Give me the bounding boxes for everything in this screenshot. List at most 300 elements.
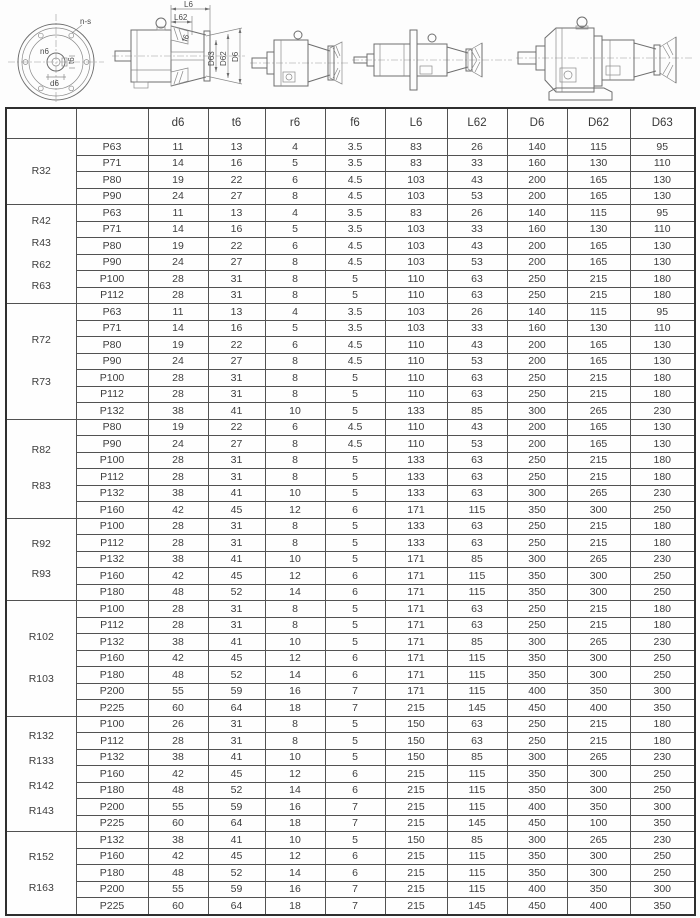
value-cell: 180 — [630, 601, 695, 618]
value-cell: 300 — [567, 865, 630, 882]
value-cell: 55 — [148, 799, 208, 816]
value-cell: 250 — [630, 865, 695, 882]
value-cell: 41 — [208, 551, 265, 568]
value-cell: 230 — [630, 832, 695, 849]
group-label: R103 — [28, 672, 54, 685]
table-row — [6, 716, 695, 733]
value-cell: 19 — [148, 238, 208, 255]
value-cell: 200 — [507, 353, 567, 370]
value-cell: 22 — [208, 419, 265, 436]
value-cell: 215 — [567, 716, 630, 733]
value-cell: 300 — [567, 568, 630, 585]
model-cell: P112 — [76, 469, 148, 486]
value-cell: 115 — [447, 865, 507, 882]
value-cell: 115 — [447, 584, 507, 601]
model-cell: P132 — [76, 551, 148, 568]
value-cell: 31 — [208, 386, 265, 403]
group-label-cell — [6, 518, 76, 601]
value-cell: 140 — [507, 304, 567, 321]
model-cell: P90 — [76, 436, 148, 453]
value-cell: 31 — [208, 287, 265, 304]
value-cell: 103 — [385, 254, 447, 271]
value-cell: 6 — [325, 782, 385, 799]
model-cell: P132 — [76, 749, 148, 766]
value-cell: 6 — [325, 650, 385, 667]
table-row — [6, 584, 695, 601]
value-cell: 53 — [447, 188, 507, 205]
value-cell: 350 — [507, 584, 567, 601]
column-header: D6 — [507, 108, 567, 139]
value-cell: 215 — [385, 799, 447, 816]
value-cell: 5 — [325, 452, 385, 469]
column-header: D63 — [630, 108, 695, 139]
value-cell: 12 — [265, 650, 325, 667]
value-cell: 41 — [208, 749, 265, 766]
model-cell: P90 — [76, 188, 148, 205]
model-cell: P112 — [76, 287, 148, 304]
value-cell: 10 — [265, 832, 325, 849]
group-label-cell — [6, 601, 76, 717]
value-cell: 10 — [265, 634, 325, 651]
value-cell: 103 — [385, 172, 447, 189]
value-cell: 28 — [148, 601, 208, 618]
value-cell: 13 — [208, 304, 265, 321]
value-cell: 45 — [208, 502, 265, 519]
value-cell: 5 — [325, 716, 385, 733]
table-row — [6, 535, 695, 552]
value-cell: 83 — [385, 155, 447, 172]
value-cell: 115 — [447, 881, 507, 898]
value-cell: 63 — [447, 469, 507, 486]
value-cell: 300 — [507, 485, 567, 502]
model-cell: P100 — [76, 370, 148, 387]
value-cell: 145 — [447, 815, 507, 832]
value-cell: 95 — [630, 139, 695, 156]
value-cell: 5 — [325, 518, 385, 535]
value-cell: 110 — [385, 337, 447, 354]
group-label: R82 — [31, 444, 51, 457]
drawing-front-flange-view — [2, 12, 110, 104]
value-cell: 27 — [208, 436, 265, 453]
value-cell: 130 — [567, 155, 630, 172]
value-cell: 350 — [630, 700, 695, 717]
value-cell: 19 — [148, 172, 208, 189]
value-cell: 150 — [385, 749, 447, 766]
value-cell: 38 — [148, 749, 208, 766]
model-cell: P132 — [76, 403, 148, 420]
value-cell: 400 — [507, 683, 567, 700]
value-cell: 103 — [385, 238, 447, 255]
value-cell: 115 — [447, 766, 507, 783]
value-cell: 13 — [208, 139, 265, 156]
value-cell: 48 — [148, 782, 208, 799]
value-cell: 52 — [208, 865, 265, 882]
group-label: R43 — [31, 236, 51, 249]
value-cell: 350 — [630, 815, 695, 832]
value-cell: 5 — [325, 370, 385, 387]
value-cell: 130 — [630, 172, 695, 189]
value-cell: 6 — [265, 172, 325, 189]
value-cell: 180 — [630, 518, 695, 535]
value-cell: 8 — [265, 733, 325, 750]
value-cell: 250 — [630, 568, 695, 585]
value-cell: 60 — [148, 815, 208, 832]
value-cell: 160 — [507, 155, 567, 172]
model-cell: P100 — [76, 716, 148, 733]
value-cell: 8 — [265, 370, 325, 387]
value-cell: 130 — [630, 238, 695, 255]
value-cell: 48 — [148, 584, 208, 601]
value-cell: 215 — [385, 700, 447, 717]
model-cell: P71 — [76, 320, 148, 337]
value-cell: 115 — [447, 667, 507, 684]
value-cell: 215 — [567, 535, 630, 552]
value-cell: 5 — [325, 634, 385, 651]
table-row — [6, 518, 695, 535]
value-cell: 250 — [630, 650, 695, 667]
model-cell: P225 — [76, 700, 148, 717]
dimension-table — [5, 107, 696, 916]
value-cell: 24 — [148, 436, 208, 453]
value-cell: 4.5 — [325, 337, 385, 354]
value-cell: 16 — [265, 799, 325, 816]
model-cell: P132 — [76, 832, 148, 849]
column-header: t6 — [208, 108, 265, 139]
value-cell: 83 — [385, 205, 447, 222]
value-cell: 5 — [325, 535, 385, 552]
model-cell: P90 — [76, 254, 148, 271]
value-cell: 16 — [265, 881, 325, 898]
value-cell: 6 — [265, 419, 325, 436]
table-row — [6, 766, 695, 783]
value-cell: 4 — [265, 139, 325, 156]
value-cell: 250 — [630, 667, 695, 684]
value-cell: 5 — [325, 386, 385, 403]
value-cell: 7 — [325, 700, 385, 717]
group-label: R63 — [31, 280, 51, 293]
dim-label-D63: D63 — [207, 51, 216, 66]
value-cell: 27 — [208, 254, 265, 271]
value-cell: 110 — [630, 320, 695, 337]
model-group — [6, 601, 695, 717]
value-cell: 103 — [385, 320, 447, 337]
value-cell: 55 — [148, 683, 208, 700]
value-cell: 250 — [507, 287, 567, 304]
value-cell: 5 — [325, 551, 385, 568]
group-label: R152 — [28, 851, 54, 864]
value-cell: 5 — [325, 617, 385, 634]
value-cell: 250 — [507, 733, 567, 750]
column-header: L6 — [385, 108, 447, 139]
value-cell: 18 — [265, 898, 325, 915]
value-cell: 59 — [208, 881, 265, 898]
value-cell: 8 — [265, 617, 325, 634]
model-group — [6, 716, 695, 832]
value-cell: 12 — [265, 848, 325, 865]
column-header: D62 — [567, 108, 630, 139]
value-cell: 115 — [447, 650, 507, 667]
group-label: R132 — [28, 730, 54, 743]
value-cell: 350 — [507, 568, 567, 585]
value-cell: 14 — [265, 584, 325, 601]
value-cell: 4 — [265, 205, 325, 222]
dim-label-L6: L6 — [184, 0, 193, 9]
value-cell: 215 — [567, 469, 630, 486]
value-cell: 22 — [208, 238, 265, 255]
value-cell: 400 — [507, 881, 567, 898]
value-cell: 180 — [630, 535, 695, 552]
value-cell: 19 — [148, 337, 208, 354]
value-cell: 59 — [208, 683, 265, 700]
value-cell: 200 — [507, 254, 567, 271]
value-cell: 110 — [385, 386, 447, 403]
value-cell: 64 — [208, 815, 265, 832]
value-cell: 171 — [385, 650, 447, 667]
value-cell: 38 — [148, 634, 208, 651]
table-row — [6, 683, 695, 700]
table-row — [6, 898, 695, 915]
value-cell: 200 — [507, 172, 567, 189]
value-cell: 180 — [630, 617, 695, 634]
value-cell: 33 — [447, 155, 507, 172]
value-cell: 450 — [507, 898, 567, 915]
value-cell: 19 — [148, 419, 208, 436]
model-cell: P180 — [76, 865, 148, 882]
value-cell: 6 — [265, 238, 325, 255]
value-cell: 31 — [208, 518, 265, 535]
table-row — [6, 436, 695, 453]
value-cell: 45 — [208, 568, 265, 585]
value-cell: 10 — [265, 551, 325, 568]
table-row — [6, 188, 695, 205]
value-cell: 60 — [148, 700, 208, 717]
value-cell: 24 — [148, 188, 208, 205]
value-cell: 85 — [447, 749, 507, 766]
value-cell: 63 — [447, 601, 507, 618]
value-cell: 150 — [385, 832, 447, 849]
value-cell: 350 — [507, 766, 567, 783]
value-cell: 230 — [630, 551, 695, 568]
value-cell: 31 — [208, 733, 265, 750]
value-cell: 64 — [208, 898, 265, 915]
table-row — [6, 370, 695, 387]
table-row — [6, 568, 695, 585]
value-cell: 63 — [447, 370, 507, 387]
value-cell: 160 — [507, 221, 567, 238]
value-cell: 4.5 — [325, 188, 385, 205]
column-header: f6 — [325, 108, 385, 139]
value-cell: 31 — [208, 617, 265, 634]
table-row — [6, 799, 695, 816]
value-cell: 200 — [507, 337, 567, 354]
value-cell: 4.5 — [325, 353, 385, 370]
table-row — [6, 601, 695, 618]
value-cell: 16 — [208, 320, 265, 337]
value-cell: 4 — [265, 304, 325, 321]
value-cell: 18 — [265, 700, 325, 717]
value-cell: 200 — [507, 419, 567, 436]
value-cell: 110 — [385, 419, 447, 436]
value-cell: 8 — [265, 469, 325, 486]
value-cell: 115 — [567, 304, 630, 321]
table-row — [6, 205, 695, 222]
value-cell: 7 — [325, 881, 385, 898]
table-row — [6, 337, 695, 354]
value-cell: 450 — [507, 815, 567, 832]
value-cell: 31 — [208, 370, 265, 387]
model-cell: P180 — [76, 584, 148, 601]
value-cell: 22 — [208, 172, 265, 189]
table-row — [6, 733, 695, 750]
value-cell: 24 — [148, 254, 208, 271]
value-cell: 85 — [447, 634, 507, 651]
value-cell: 115 — [447, 799, 507, 816]
value-cell: 130 — [630, 436, 695, 453]
value-cell: 48 — [148, 667, 208, 684]
value-cell: 14 — [265, 865, 325, 882]
value-cell: 300 — [567, 766, 630, 783]
value-cell: 5 — [325, 832, 385, 849]
table-row — [6, 238, 695, 255]
value-cell: 28 — [148, 518, 208, 535]
value-cell: 27 — [208, 188, 265, 205]
value-cell: 350 — [507, 782, 567, 799]
value-cell: 45 — [208, 766, 265, 783]
value-cell: 5 — [325, 601, 385, 618]
value-cell: 350 — [507, 865, 567, 882]
value-cell: 14 — [265, 782, 325, 799]
value-cell: 110 — [385, 370, 447, 387]
value-cell: 38 — [148, 485, 208, 502]
value-cell: 5 — [265, 155, 325, 172]
model-cell: P63 — [76, 304, 148, 321]
value-cell: 300 — [507, 749, 567, 766]
drawing-side-view-dimensioned — [112, 0, 257, 105]
value-cell: 8 — [265, 452, 325, 469]
value-cell: 230 — [630, 403, 695, 420]
value-cell: 33 — [447, 320, 507, 337]
value-cell: 180 — [630, 716, 695, 733]
table-row — [6, 865, 695, 882]
value-cell: 250 — [507, 617, 567, 634]
value-cell: 171 — [385, 502, 447, 519]
value-cell: 165 — [567, 419, 630, 436]
value-cell: 450 — [507, 700, 567, 717]
model-group — [6, 205, 695, 304]
value-cell: 85 — [447, 832, 507, 849]
value-cell: 350 — [507, 502, 567, 519]
model-group — [6, 304, 695, 420]
value-cell: 8 — [265, 518, 325, 535]
table-row — [6, 353, 695, 370]
table-row — [6, 221, 695, 238]
model-group — [6, 139, 695, 205]
value-cell: 115 — [447, 568, 507, 585]
column-header — [6, 108, 76, 139]
value-cell: 140 — [507, 139, 567, 156]
value-cell: 5 — [325, 469, 385, 486]
value-cell: 4.5 — [325, 238, 385, 255]
value-cell: 165 — [567, 172, 630, 189]
value-cell: 16 — [208, 221, 265, 238]
value-cell: 145 — [447, 700, 507, 717]
table-row — [6, 469, 695, 486]
table-row — [6, 650, 695, 667]
table-row — [6, 782, 695, 799]
value-cell: 6 — [325, 584, 385, 601]
value-cell: 31 — [208, 601, 265, 618]
value-cell: 18 — [265, 815, 325, 832]
value-cell: 300 — [507, 634, 567, 651]
value-cell: 60 — [148, 898, 208, 915]
value-cell: 14 — [265, 667, 325, 684]
value-cell: 250 — [507, 370, 567, 387]
value-cell: 130 — [567, 320, 630, 337]
value-cell: 350 — [630, 898, 695, 915]
value-cell: 83 — [385, 139, 447, 156]
model-cell: P112 — [76, 733, 148, 750]
value-cell: 38 — [148, 551, 208, 568]
drawing-motor-unit — [352, 20, 514, 100]
value-cell: 42 — [148, 766, 208, 783]
table-row — [6, 304, 695, 321]
value-cell: 8 — [265, 386, 325, 403]
model-cell: P225 — [76, 898, 148, 915]
value-cell: 14 — [148, 320, 208, 337]
value-cell: 200 — [507, 436, 567, 453]
value-cell: 300 — [630, 683, 695, 700]
value-cell: 7 — [325, 898, 385, 915]
value-cell: 130 — [630, 337, 695, 354]
group-label: R32 — [31, 165, 51, 178]
table-row — [6, 881, 695, 898]
value-cell: 7 — [325, 799, 385, 816]
value-cell: 41 — [208, 832, 265, 849]
value-cell: 31 — [208, 452, 265, 469]
value-cell: 27 — [208, 353, 265, 370]
value-cell: 10 — [265, 485, 325, 502]
model-cell: P112 — [76, 617, 148, 634]
value-cell: 133 — [385, 518, 447, 535]
value-cell: 180 — [630, 452, 695, 469]
value-cell: 300 — [567, 848, 630, 865]
value-cell: 31 — [208, 271, 265, 288]
value-cell: 115 — [567, 205, 630, 222]
value-cell: 180 — [630, 287, 695, 304]
table-row — [6, 815, 695, 832]
model-cell: P200 — [76, 881, 148, 898]
value-cell: 28 — [148, 535, 208, 552]
value-cell: 265 — [567, 749, 630, 766]
value-cell: 7 — [325, 683, 385, 700]
value-cell: 230 — [630, 634, 695, 651]
value-cell: 63 — [447, 617, 507, 634]
model-cell: P225 — [76, 815, 148, 832]
value-cell: 64 — [208, 700, 265, 717]
model-cell: P180 — [76, 782, 148, 799]
value-cell: 250 — [507, 386, 567, 403]
value-cell: 215 — [567, 601, 630, 618]
value-cell: 180 — [630, 271, 695, 288]
model-cell: P180 — [76, 667, 148, 684]
value-cell: 5 — [265, 221, 325, 238]
value-cell: 115 — [447, 502, 507, 519]
value-cell: 16 — [208, 155, 265, 172]
value-cell: 265 — [567, 551, 630, 568]
value-cell: 26 — [447, 205, 507, 222]
value-cell: 95 — [630, 304, 695, 321]
table-row — [6, 848, 695, 865]
